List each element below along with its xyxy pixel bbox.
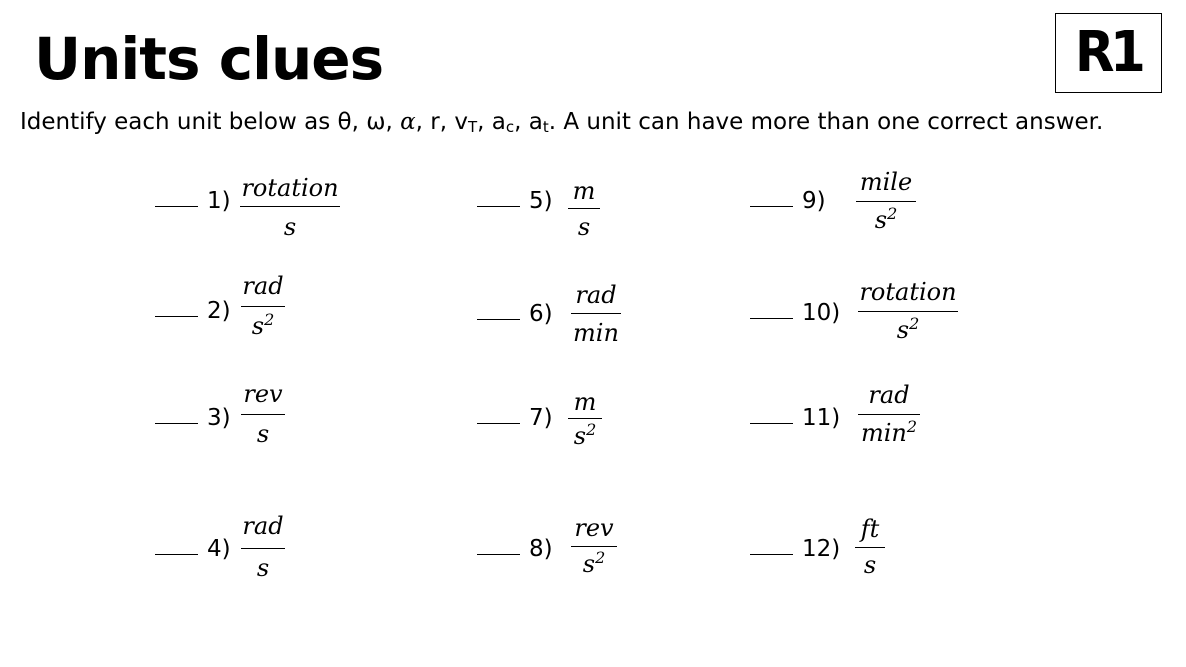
unit-item <box>477 177 697 280</box>
item-number: 12) <box>802 536 841 562</box>
answer-blank[interactable] <box>477 554 520 555</box>
alpha-symbol: α <box>400 109 416 135</box>
denominator-exponent: 2 <box>906 417 918 436</box>
fraction-bar <box>241 548 285 549</box>
at-subscript: t <box>542 118 549 136</box>
unit-item <box>155 380 375 497</box>
fraction-bar <box>241 414 285 415</box>
fraction-denominator <box>855 553 885 577</box>
instructions-sep2: , a <box>514 109 543 135</box>
fraction-bar <box>240 206 340 207</box>
item-number: 5) <box>529 188 553 214</box>
unit-fraction <box>240 174 340 241</box>
answer-blank[interactable] <box>750 554 793 555</box>
instructions <box>20 111 1103 134</box>
denominator-base: s <box>582 550 596 578</box>
item-number: 1) <box>207 188 231 214</box>
fraction-numerator: rev <box>243 380 283 408</box>
denominator-base: s <box>251 312 265 340</box>
answer-blank[interactable] <box>477 423 520 424</box>
item-number: 9) <box>802 188 826 214</box>
denominator-exponent: 2 <box>909 314 920 333</box>
item-number: 6) <box>529 301 553 327</box>
denominator-base: s <box>863 551 877 579</box>
unit-fraction <box>571 283 621 353</box>
unit-fraction <box>241 274 285 344</box>
answer-blank[interactable] <box>750 318 793 319</box>
fraction-denominator <box>568 215 600 239</box>
fraction-numerator: rotation <box>859 278 957 306</box>
ac-subscript: c <box>505 118 515 136</box>
fraction-numerator: ft <box>860 515 880 543</box>
unit-item <box>750 381 980 497</box>
fraction-denominator <box>241 556 285 580</box>
unit-fraction <box>571 516 617 586</box>
answer-blank[interactable] <box>155 554 198 555</box>
unit-fraction <box>858 280 958 350</box>
unit-fraction <box>856 170 916 240</box>
unit-fraction <box>241 382 285 452</box>
answer-blank[interactable] <box>155 423 198 424</box>
fraction-numerator: rev <box>574 514 614 542</box>
fraction-bar <box>241 306 285 307</box>
denominator-base: min <box>860 419 907 447</box>
denominator-base: s <box>283 213 297 241</box>
unit-item <box>155 512 375 628</box>
fraction-bar <box>571 546 617 547</box>
answer-blank[interactable] <box>750 206 793 207</box>
denominator-base: s <box>577 213 591 241</box>
unit-fraction <box>855 517 885 587</box>
item-number: 2) <box>207 298 231 324</box>
denominator-base: s <box>896 316 910 344</box>
unit-item <box>750 515 980 628</box>
fraction-bar <box>855 547 885 548</box>
answer-blank[interactable] <box>155 206 198 207</box>
fraction-denominator <box>858 417 920 447</box>
unit-item <box>477 281 697 393</box>
unit-fraction <box>568 390 602 460</box>
denominator-exponent: 2 <box>595 548 606 567</box>
fraction-denominator <box>241 310 285 340</box>
section-badge <box>1055 13 1162 93</box>
unit-item <box>155 272 375 390</box>
fraction-denominator <box>568 420 602 450</box>
denominator-base: s <box>573 422 587 450</box>
denominator-exponent: 2 <box>586 420 597 439</box>
fraction-denominator <box>571 548 617 578</box>
unit-item <box>477 388 697 497</box>
denominator-exponent: 2 <box>887 204 898 223</box>
unit-fraction <box>568 179 600 239</box>
page-title: Units clues <box>34 25 384 93</box>
fraction-bar <box>571 313 621 314</box>
item-number: 11) <box>802 405 841 431</box>
fraction-denominator <box>858 314 958 344</box>
fraction-denominator <box>856 204 916 234</box>
unit-item <box>477 514 697 628</box>
fraction-bar <box>568 208 600 209</box>
answer-blank[interactable] <box>750 423 793 424</box>
unit-item <box>750 168 980 280</box>
item-number: 8) <box>529 536 553 562</box>
denominator-base: s <box>874 206 888 234</box>
answer-blank[interactable] <box>477 206 520 207</box>
instructions-suffix: . A unit can have more than one correct answer. <box>548 109 1104 135</box>
fraction-denominator <box>571 321 621 345</box>
unit-item <box>155 174 375 280</box>
instructions-middle: , r, v <box>415 109 468 135</box>
unit-item <box>750 278 980 392</box>
fraction-bar <box>856 201 916 202</box>
unit-fraction <box>858 383 920 453</box>
fraction-numerator: rad <box>242 272 284 300</box>
fraction-numerator: rad <box>868 381 910 409</box>
item-number: 3) <box>207 405 231 431</box>
instructions-sep1: , a <box>477 109 506 135</box>
fraction-numerator: mile <box>859 168 913 196</box>
fraction-numerator: m <box>573 388 597 416</box>
denominator-exponent: 2 <box>264 310 275 329</box>
fraction-denominator <box>241 422 285 446</box>
item-number: 4) <box>207 536 231 562</box>
instructions-prefix: Identify each unit below as θ, ω, <box>20 109 401 135</box>
denominator-base: s <box>256 554 270 582</box>
unit-fraction <box>241 514 285 584</box>
answer-blank[interactable] <box>477 319 520 320</box>
item-number: 7) <box>529 405 553 431</box>
fraction-bar <box>858 311 958 312</box>
fraction-numerator: m <box>572 177 596 205</box>
denominator-base: s <box>256 420 270 448</box>
answer-blank[interactable] <box>155 316 198 317</box>
fraction-numerator: rad <box>575 281 617 309</box>
fraction-numerator: rotation <box>241 174 339 202</box>
fraction-bar <box>568 418 602 419</box>
badge-label: R1 <box>1075 20 1142 85</box>
fraction-numerator: rad <box>242 512 284 540</box>
item-number: 10) <box>802 300 841 326</box>
fraction-bar <box>858 414 920 415</box>
denominator-base: min <box>573 319 619 347</box>
fraction-denominator <box>240 215 340 239</box>
vt-subscript: T <box>467 118 478 136</box>
